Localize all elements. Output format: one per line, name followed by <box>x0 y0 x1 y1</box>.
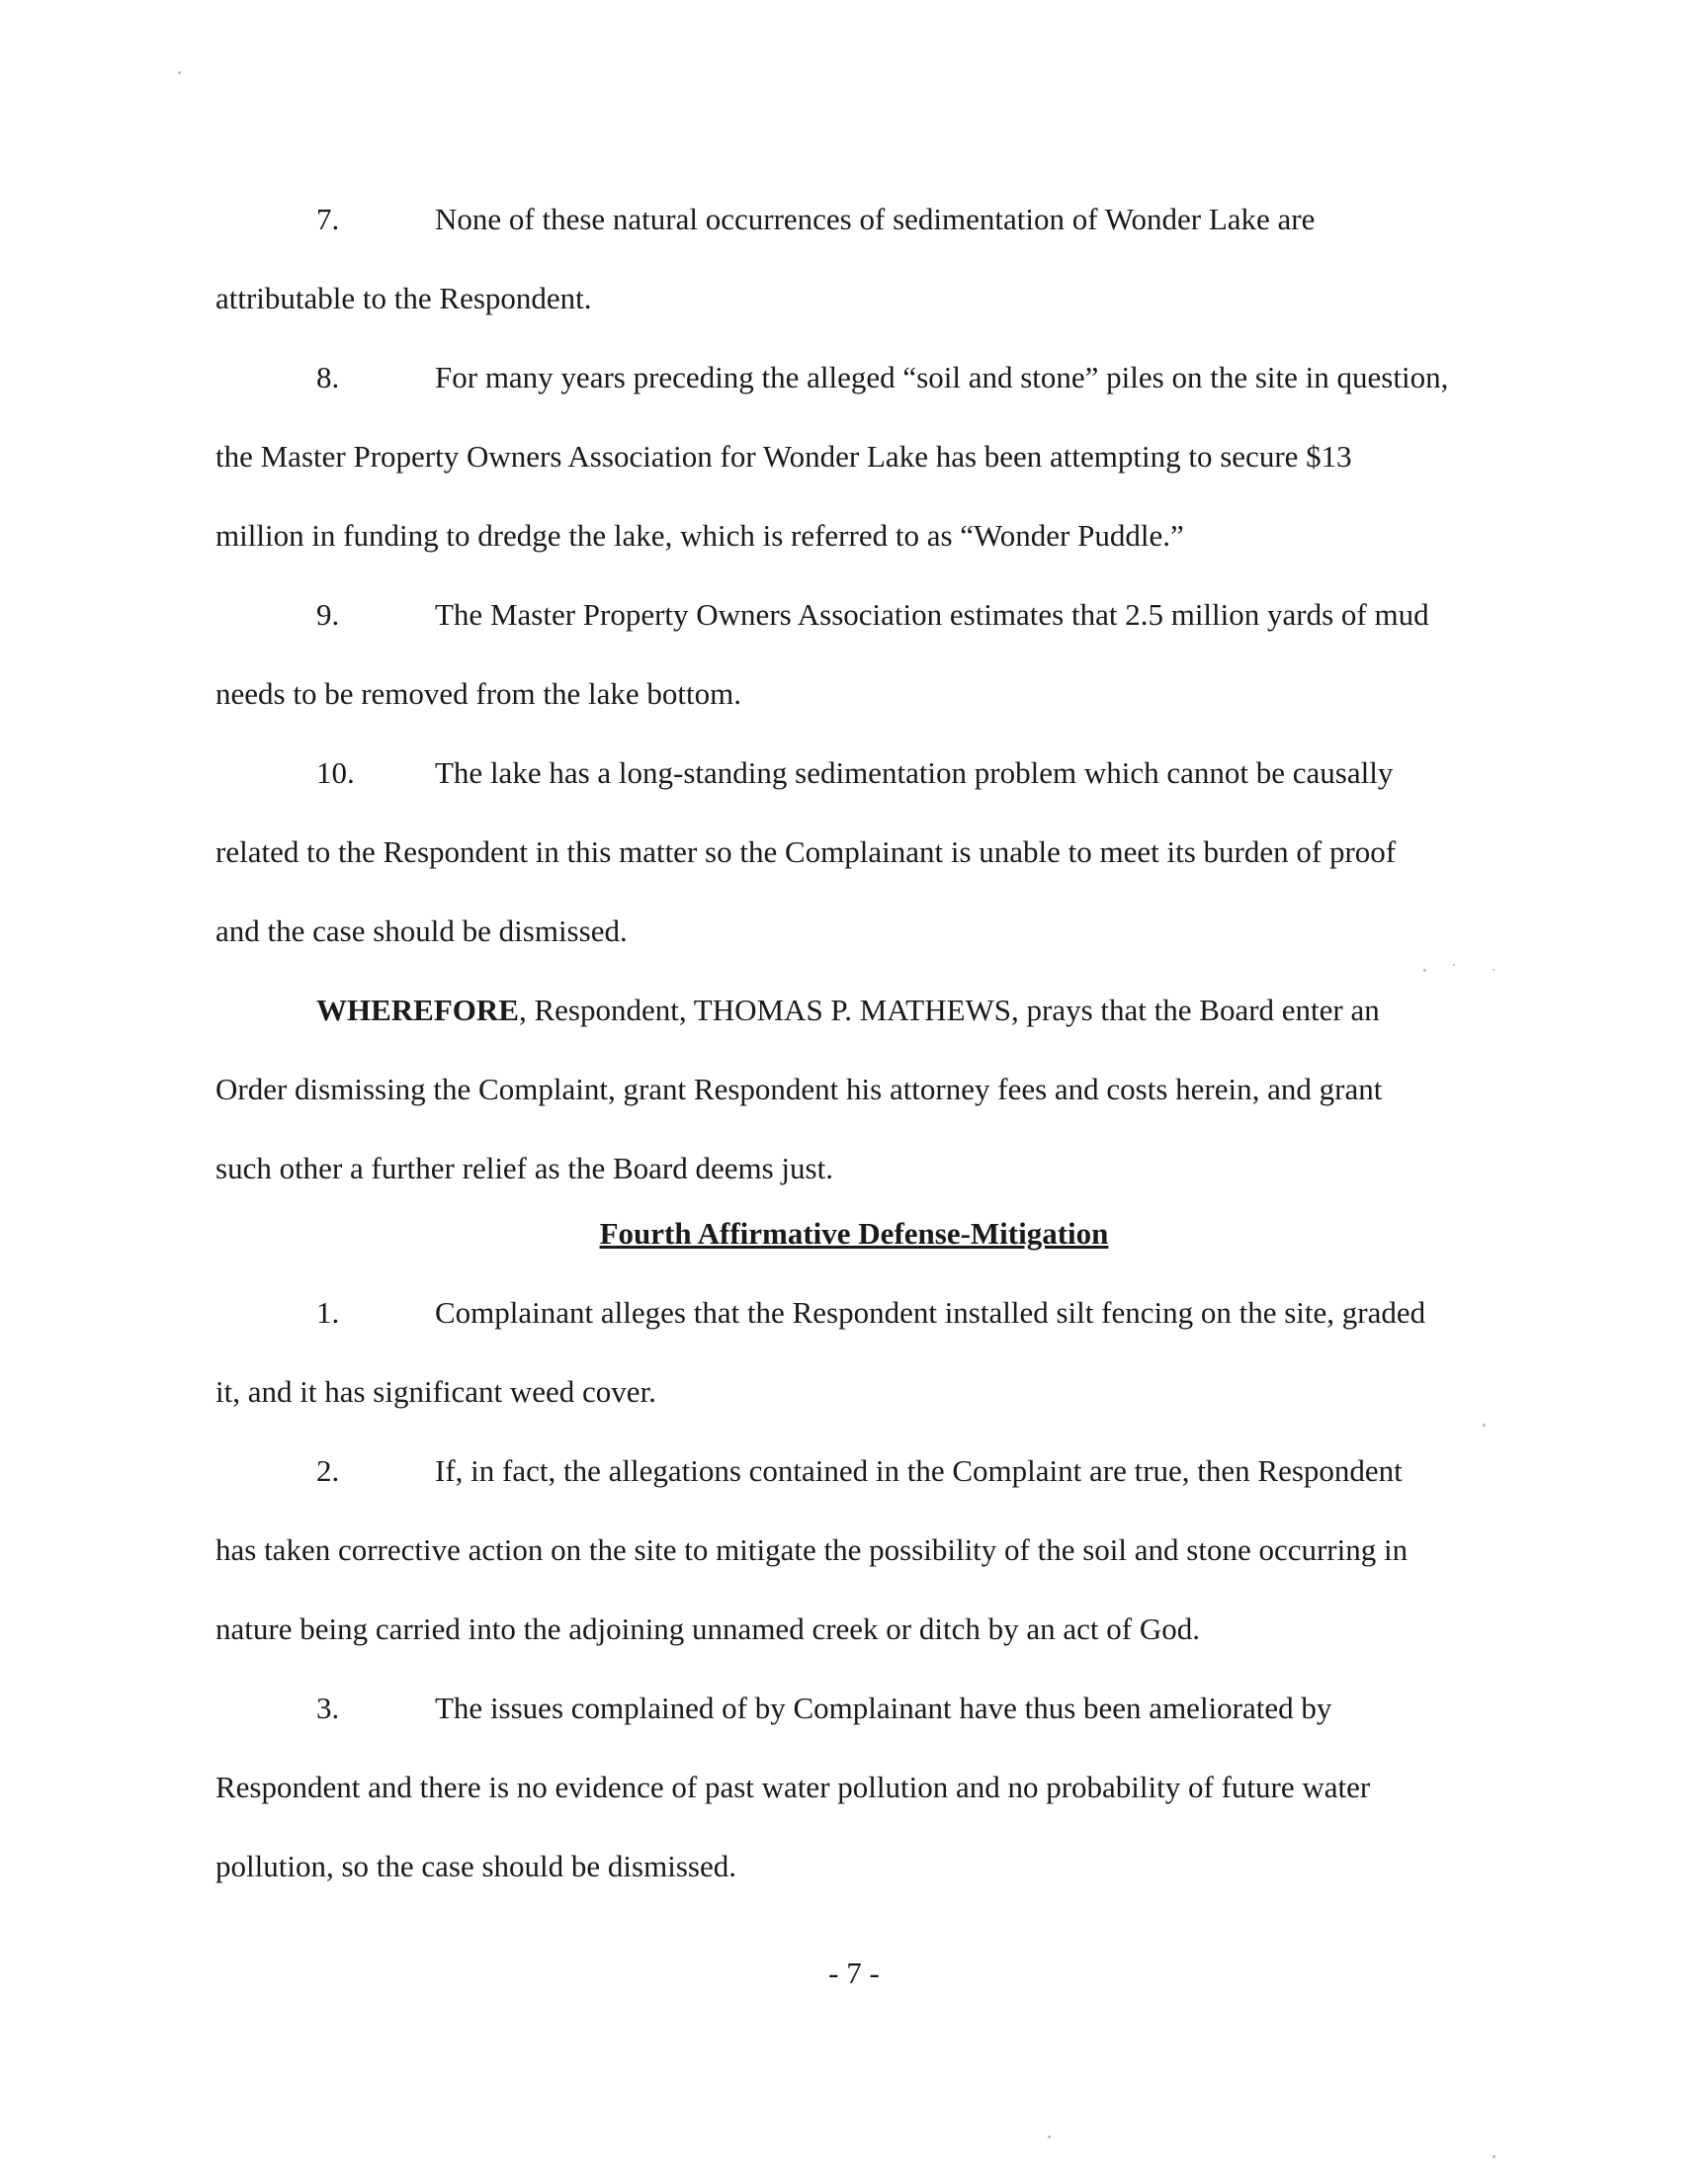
section-heading: Fourth Affirmative Defense-Mitigation <box>599 1216 1109 1251</box>
paragraph-number: 1. <box>316 1295 340 1330</box>
paragraph-line: has taken corrective action on the site to mitigate the possibility of the soil and stone occurring in <box>215 1532 1409 1567</box>
paragraph-number: 2. <box>316 1453 340 1488</box>
scan-speck <box>1493 969 1494 971</box>
paragraph-9 <box>215 575 1520 734</box>
scan-speck <box>1483 1424 1486 1427</box>
paragraph-1 <box>215 1273 1520 1432</box>
paragraph-line: Order dismissing the Complaint, grant Respondent his attorney fees and costs herein, and grant <box>215 1072 1383 1106</box>
scan-speck <box>1493 2155 1495 2158</box>
paragraph-number: 10. <box>316 755 355 790</box>
scan-speck <box>1453 964 1455 966</box>
paragraph-8 <box>215 338 1520 575</box>
paragraph-10 <box>215 734 1520 971</box>
body-text-upper <box>215 180 1520 1208</box>
paragraph-3 <box>215 1669 1520 1906</box>
paragraph-line: The issues complained of by Complainant have thus been ameliorated by <box>435 1691 1332 1725</box>
paragraph-number: 7. <box>316 202 340 236</box>
paragraph-line: million in funding to dredge the lake, which is referred to as “Wonder Puddle.” <box>215 518 1184 553</box>
paragraph-line: pollution, so the case should be dismissed. <box>215 1849 736 1883</box>
paragraph-7 <box>215 180 1520 338</box>
wherefore-paragraph <box>215 971 1520 1208</box>
paragraph-line: None of these natural occurrences of sedimentation of Wonder Lake are <box>435 202 1316 236</box>
paragraph-line: the Master Property Owners Association for Wonder Lake has been attempting to secure $13 <box>215 439 1352 474</box>
paragraph-line: nature being carried into the adjoining unnamed creek or ditch by an act of God. <box>215 1611 1200 1646</box>
paragraph-line: For many years preceding the alleged “soil and stone” piles on the site in question, <box>435 360 1449 394</box>
page-number: - 7 - <box>828 1956 880 1990</box>
scan-speck <box>1423 969 1426 972</box>
paragraph-number: 3. <box>316 1691 340 1725</box>
paragraph-line: The Master Property Owners Association estimates that 2.5 million yards of mud <box>435 597 1429 632</box>
paragraph-number: 9. <box>316 597 340 632</box>
scan-speck <box>1048 2135 1051 2138</box>
paragraph-line: it, and it has significant weed cover. <box>215 1374 656 1409</box>
paragraph-line: related to the Respondent in this matter so the Complainant is unable to meet its burden of proof <box>215 834 1397 869</box>
paragraph-number: 8. <box>316 360 340 394</box>
wherefore-lead: WHEREFORE <box>316 993 519 1027</box>
paragraph-line: and the case should be dismissed. <box>215 914 628 948</box>
body-text-lower <box>215 1273 1520 1906</box>
paragraph-line: If, in fact, the allegations contained in the Complaint are true, then Respondent <box>435 1453 1403 1488</box>
paragraph-line: The lake has a long-standing sedimentation problem which cannot be causally <box>435 755 1394 790</box>
paragraph-line: such other a further relief as the Board deems just. <box>215 1151 833 1185</box>
paragraph-line: attributable to the Respondent. <box>215 281 592 315</box>
paragraph-line: needs to be removed from the lake bottom. <box>215 676 742 711</box>
paragraph-2 <box>215 1432 1520 1669</box>
scan-speck <box>178 71 181 74</box>
paragraph-line: Respondent and there is no evidence of past water pollution and no probability of future water <box>215 1770 1371 1804</box>
paragraph-line: Complainant alleges that the Respondent installed silt fencing on the site, graded <box>435 1295 1426 1330</box>
paragraph-line: , Respondent, THOMAS P. MATHEWS, prays that the Board enter an <box>518 993 1380 1027</box>
